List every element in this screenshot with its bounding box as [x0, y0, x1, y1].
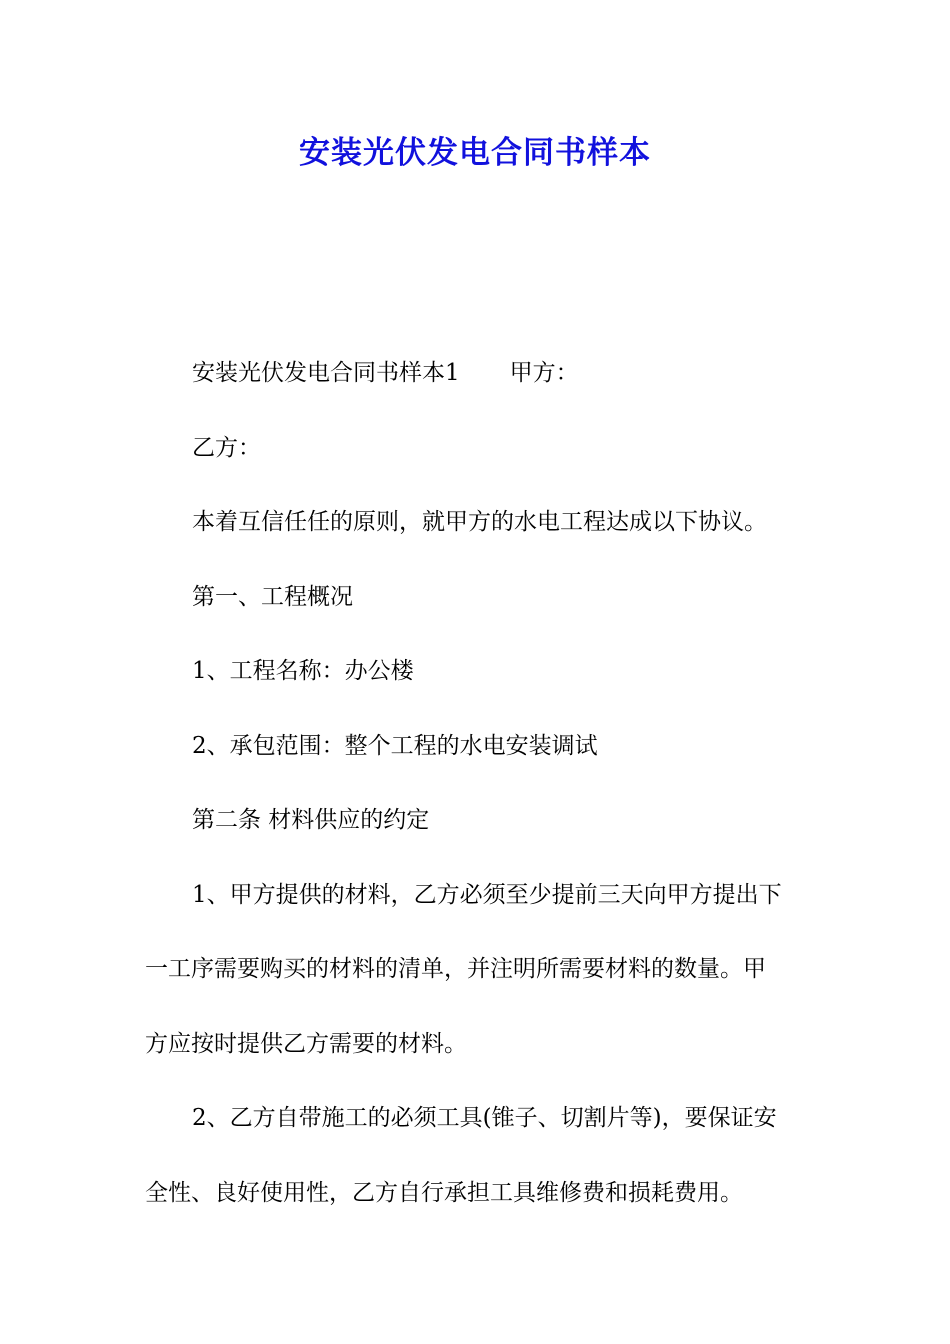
party-a-label: 甲方： — [509, 360, 579, 386]
document-title: 安装光伏发电合同书样本 — [299, 135, 651, 171]
paragraph-project-name: 1、工程名称：办公楼 — [192, 658, 414, 684]
paragraph-material-line-2: 一工序需要购买的材料的清单，并注明所需要材料的数量。甲 — [145, 956, 766, 982]
paragraph-tools-line-2: 全性、良好使用性，乙方自行承担工具维修费和损耗费用。 — [145, 1179, 743, 1206]
section-heading-material-supply: 第二条 材料供应的约定 — [192, 807, 430, 833]
paragraph-material-line-3: 方应按时提供乙方需要的材料。 — [145, 1030, 467, 1057]
paragraph-tools-line-1: 2、乙方自带施工的必须工具(锥子、切割片等)，要保证安 — [192, 1105, 777, 1131]
party-b-label: 乙方： — [192, 434, 261, 461]
paragraph-material-line-1: 1、甲方提供的材料，乙方必须至少提前三天向甲方提出下 — [192, 881, 782, 908]
paragraph-contract-scope: 2、承包范围：整个工程的水电安装调试 — [192, 732, 598, 759]
contract-sample-label: 安装光伏发电合同书样本1 — [192, 360, 460, 386]
paragraph-agreement-intro: 本着互信任任的原则，就甲方的水电工程达成以下协议。 — [192, 509, 767, 535]
document-body — [145, 336, 810, 1230]
section-heading-project-overview: 第一、工程概况 — [192, 583, 353, 610]
paragraph-contract-header — [145, 336, 810, 411]
